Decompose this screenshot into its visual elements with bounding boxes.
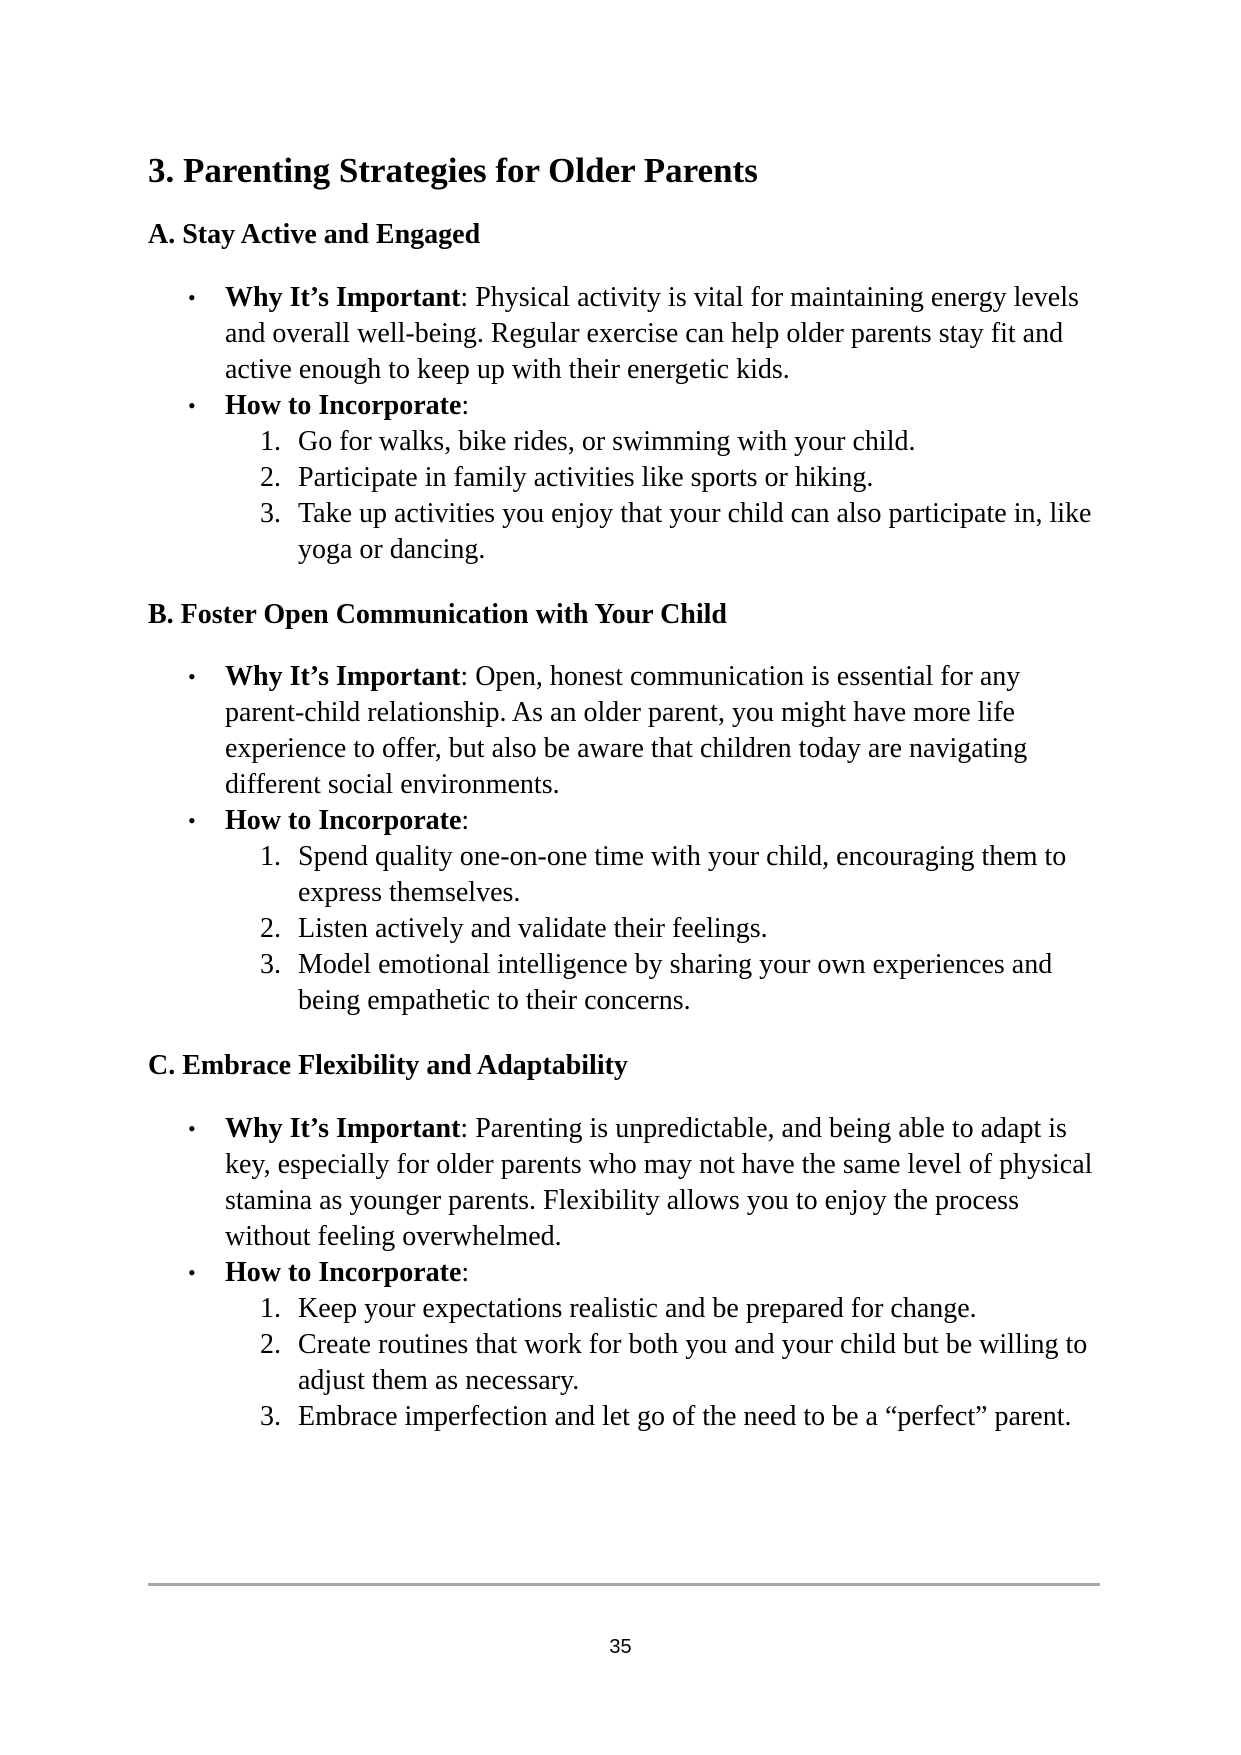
section-stay-active bbox=[148, 218, 1098, 568]
step-item bbox=[148, 839, 1098, 911]
bullet-icon: • bbox=[188, 284, 196, 310]
step-number: 1. bbox=[260, 841, 281, 873]
bullet-icon: • bbox=[188, 1259, 196, 1285]
step-number: 2. bbox=[260, 461, 281, 493]
section-heading: C. Embrace Flexibility and Adaptability bbox=[148, 1050, 628, 1082]
why-label: Why It’s Important bbox=[225, 281, 461, 313]
bullet-icon: • bbox=[188, 392, 196, 418]
why-label: Why It’s Important bbox=[225, 1112, 461, 1144]
page-title: 3. Parenting Strategies for Older Parents bbox=[148, 151, 758, 190]
bullet-icon: • bbox=[188, 808, 196, 834]
bullet-how-to bbox=[148, 803, 1098, 1019]
numbered-steps bbox=[225, 1291, 1098, 1435]
bullet-why-important bbox=[148, 1111, 1098, 1255]
how-label: How to Incorporate bbox=[225, 805, 462, 837]
step-text: Take up activities you enjoy that your child can also participate in, like yoga or dancing. bbox=[298, 497, 1092, 565]
step-item bbox=[148, 460, 1098, 496]
bullet-how-to bbox=[148, 388, 1098, 568]
section-flexibility bbox=[148, 1049, 1098, 1435]
section-heading: B. Foster Open Communication with Your Child bbox=[148, 598, 727, 630]
step-text: Spend quality one-on-one time with your child, encouraging them to express themselves. bbox=[298, 841, 1067, 909]
bullet-list bbox=[148, 659, 1098, 1019]
step-text: Create routines that work for both you and your child but be willing to adjust them as necessary. bbox=[298, 1328, 1088, 1396]
step-item bbox=[148, 1291, 1098, 1327]
how-suffix: : bbox=[461, 389, 470, 421]
how-label: How to Incorporate bbox=[225, 1256, 462, 1288]
section-heading: A. Stay Active and Engaged bbox=[148, 219, 481, 250]
bullet-icon: • bbox=[188, 1115, 196, 1141]
step-number: 3. bbox=[260, 497, 281, 529]
numbered-steps bbox=[225, 839, 1098, 1019]
bullet-icon: • bbox=[188, 664, 196, 690]
step-text: Participate in family activities like sports or hiking. bbox=[298, 461, 874, 493]
step-item bbox=[148, 1327, 1098, 1399]
numbered-steps bbox=[225, 424, 1098, 568]
step-number: 1. bbox=[260, 1292, 281, 1324]
section-open-communication bbox=[148, 598, 1098, 1020]
step-text: Listen actively and validate their feelings. bbox=[298, 913, 768, 945]
step-item bbox=[148, 911, 1098, 947]
step-text: Model emotional intelligence by sharing your own experiences and being empathetic to their concerns. bbox=[298, 949, 1053, 1017]
why-text: : Open, honest communication is essential for any parent-child relationship. As an older parent, you might have more life experience to offer, but also be aware that children today are navigating different social environments. bbox=[225, 661, 1028, 801]
why-label: Why It’s Important bbox=[225, 661, 461, 693]
how-suffix: : bbox=[461, 1256, 470, 1288]
page-number: 35 bbox=[609, 1636, 632, 1658]
step-item bbox=[148, 496, 1098, 568]
bullet-why-important bbox=[148, 280, 1098, 388]
step-number: 2. bbox=[260, 1328, 281, 1360]
how-suffix: : bbox=[461, 805, 470, 837]
bullet-list bbox=[148, 280, 1098, 568]
page-content bbox=[148, 150, 1098, 1465]
step-item bbox=[148, 424, 1098, 460]
step-number: 2. bbox=[260, 913, 281, 945]
step-text: Go for walks, bike rides, or swimming with your child. bbox=[298, 425, 916, 457]
step-text: Keep your expectations realistic and be prepared for change. bbox=[298, 1292, 977, 1324]
bullet-why-important bbox=[148, 659, 1098, 803]
how-label: How to Incorporate bbox=[225, 389, 462, 421]
step-text: Embrace imperfection and let go of the need to be a “perfect” parent. bbox=[298, 1400, 1072, 1432]
footer-divider bbox=[148, 1583, 1100, 1586]
bullet-list bbox=[148, 1111, 1098, 1435]
step-number: 3. bbox=[260, 949, 281, 981]
step-item bbox=[148, 947, 1098, 1019]
why-text: : Parenting is unpredictable, and being able to adapt is key, especially for older parents who may not have the same level of physical stamina as younger parents. Flexibility allows you to enjoy the process without feeling overwhelmed. bbox=[225, 1112, 1093, 1252]
bullet-how-to bbox=[148, 1255, 1098, 1435]
why-text: : Physical activity is vital for maintaining energy levels and overall well-being. Regular exercise can help older parents stay fit and active enough to keep up with their energetic kids. bbox=[225, 281, 1079, 385]
step-item bbox=[148, 1399, 1098, 1435]
step-number: 1. bbox=[260, 425, 281, 457]
step-number: 3. bbox=[260, 1400, 281, 1432]
